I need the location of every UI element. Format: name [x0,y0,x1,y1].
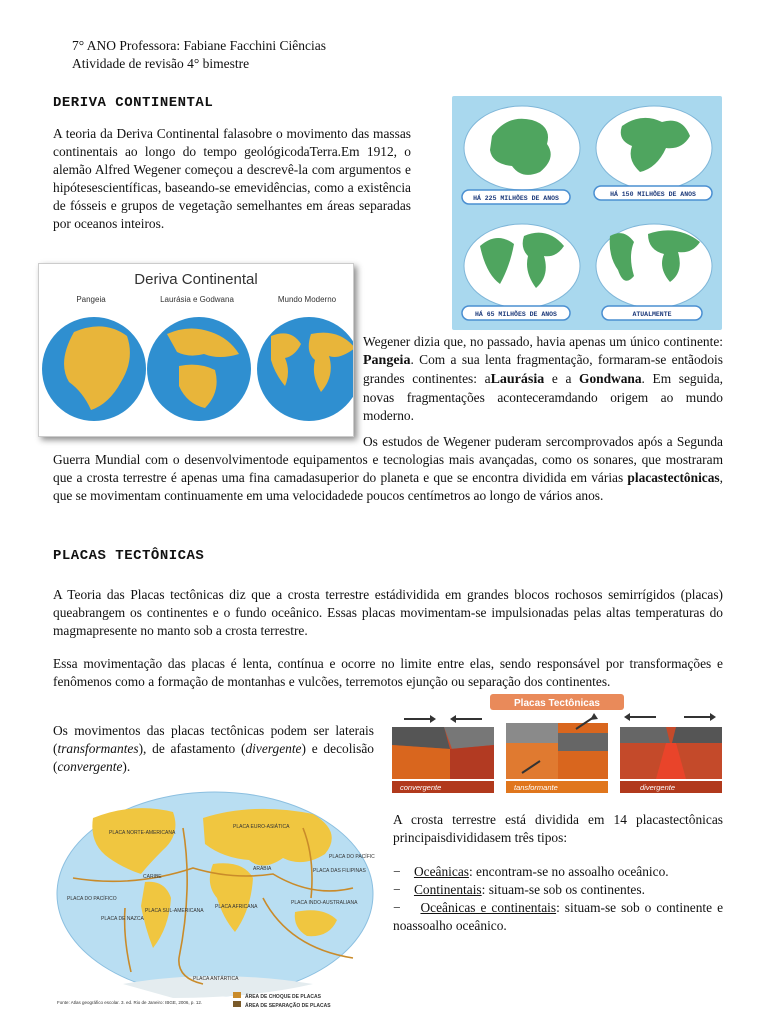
map-source: Fonte: Atlas geográfico escolar. 3. ed. Rio de Janeiro: IBGE, 2006, p. 12. [57,1000,203,1005]
era-label-atualmente: ATUALMENTE [632,311,672,318]
wegener-paragraph: Wegener dizia que, no passado, havia apenas um único continente: Pangeia. Com a sua lenta fragmentação, formaram-se entãodois grandes continentes: aLaurásia e a Gondwana. Em seguida, novas fragmentações aconteceramdando origem ao mundo moderno. [363,334,723,423]
term-gondwana: Gondwana [579,371,642,386]
plate-indo-australiana: PLACA INDO-AUSTRALIANA [291,900,358,906]
plate-types-list [393,863,723,935]
plate-pacifico-east: PLACA DO PACÍFICO [329,854,375,860]
tectonic-map-figure [53,788,375,1014]
deriva-figure-title: Deriva Continental [134,271,258,288]
deriva-globes-image [39,264,353,436]
plates-figure-title: Placas Tectônicas [514,698,600,709]
header-line-2: Atividade de revisão 4° bimestre [72,56,250,71]
estudos-paragraph: Os estudos de Wegener puderam sercomprovados após a Segunda Guerra Mundial com o desenvolvimentode equipamentos e tecnologias mais avançadas, como os sonares, que mostraram que a crosta terrestre é apenas uma fina camadasuperior do planeta e que se encontra dividida em várias placastectônicas, que se movimentam continuamente em uma velocidadede poucos centímetros ao longo de vários anos. [53,434,723,503]
eras-map-image [452,96,722,330]
era-label-65: HÁ 65 MILHÕES DE ANOS [475,311,557,318]
section-title-placas: PLACAS TECTÔNICAS [53,548,205,564]
section-title-deriva: DERIVA CONTINENTAL [53,95,214,111]
label-transformante: tansformante [514,783,558,792]
deriva-paragraph: A teoria da Deriva Continental falasobre o movimento das massas continentais ao longo do tempo geológicodaTerra.Em 1912, o alemão Alfred Wegener começou a descrevê-la com argumentos e hipótesescientíficas, baseando-se emevidências, como a existência de fósseis e grupos de vegetação semelhantes em áreas separadas por oceanos inteiros. [53,126,411,231]
eras-figure [452,96,722,330]
plate-type-continentais: − Continentais: situam-se sob os continentes. [393,882,645,897]
plate-euro-asiatica: PLACA EURO-ASIÁTICA [233,824,290,830]
tectonic-map-image [53,788,375,1014]
plate-africana: PLACA AFRICANA [215,904,258,910]
era-label-225: HÁ 225 MILHÕES DE ANOS [473,195,559,202]
deriva-figure [38,263,354,437]
term-pangeia: Pangeia [363,353,411,368]
term-placas-tectonicas: placastectônicas [627,470,720,485]
legend-choque: ÁREA DE CHOQUE DE PLACAS [245,994,321,1000]
plate-nazca: PLACA DE NAZCA [101,916,144,922]
header-line-1: 7° ANO Professora: Fabiane Facchini Ciências [72,38,326,53]
term-laurasia: Laurásia [490,372,545,387]
plate-norte-americana: PLACA NORTE-AMERICANA [109,830,176,836]
label-convergente: convergente [400,783,442,792]
plates-figure [390,693,724,795]
era-label-150: HÁ 150 MILHÕES DE ANOS [610,191,696,198]
plate-antartica: PLACA ANTÁRTICA [193,976,239,982]
plate-type-mistas: − Oceânicas e continentais: situam-se sob o continente e noassoalho oceânico. [393,900,724,933]
deriva-label-laurasia: Laurásia e Godwana [160,295,234,304]
deriva-label-pangeia: Pangeia [76,295,106,304]
deriva-label-moderno: Mundo Moderno [277,295,337,304]
placas-paragraph-2: Essa movimentação das placas é lenta, contínua e ocorre no limite entre elas, sendo responsável por transformações e fenômenos como a formação de montanhas e vulcões, terremotos ejunção ou separação dos continentes. [53,656,723,689]
crosta-paragraph: A crosta terrestre está dividida em 14 placastectônicas principaisdivididasem três tipos: [393,812,723,845]
plate-caribe: CARIBE [143,874,162,880]
plate-sul-americana: PLACA SUL-AMERICANA [145,908,204,914]
plate-filipinas: PLACA DAS FILIPINAS [313,868,366,874]
plate-movements-image [390,693,724,795]
plate-pacifico-west: PLACA DO PACÍFICO [67,896,117,902]
placas-paragraph-1: A Teoria das Placas tectônicas diz que a crosta terrestre estádividida em grandes blocos rochosos semirrígidos (placas) queabrangem os continentes e o fundo oceânico. Essas placas movimentam-se impulsionadas pelas altas temperaturas do magmapresente no manto sob a crosta terrestre. [53,587,723,638]
legend-separacao: ÁREA DE SEPARAÇÃO DE PLACAS [245,1003,331,1009]
plate-arabia: ARÁBIA [253,866,272,872]
plate-type-oceanicas: − Oceânicas: encontram-se no assoalho oceânico. [393,864,669,879]
label-divergente: divergente [640,783,676,792]
movimentos-paragraph: Os movimentos das placas tectônicas podem ser laterais (transformantes), de afastamento (divergente) e decolisão (convergente). [53,723,375,774]
